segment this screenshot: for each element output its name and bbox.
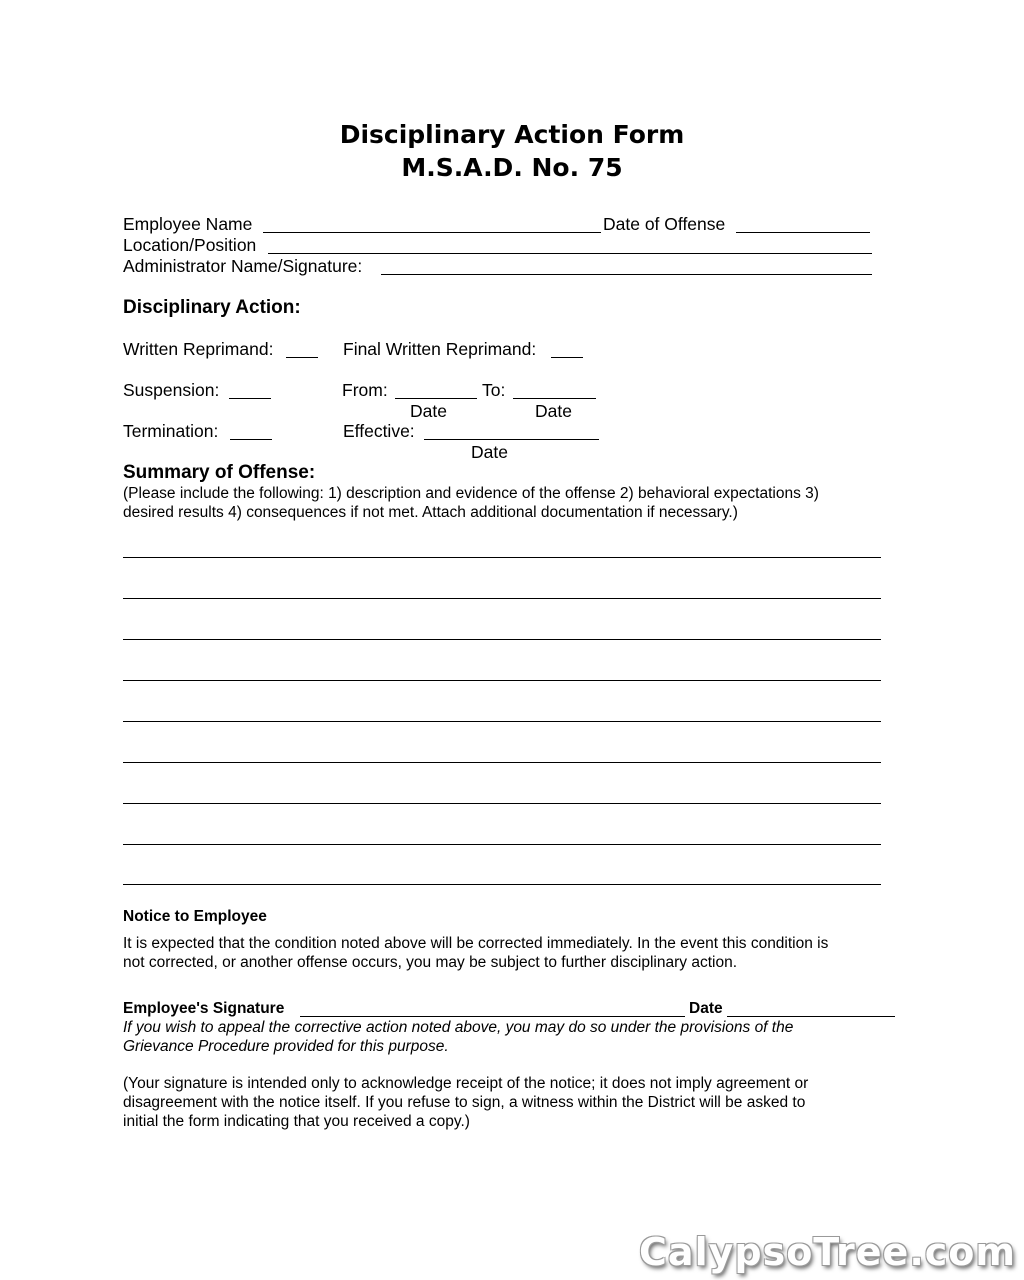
summary-line-2[interactable] bbox=[123, 598, 881, 599]
summary-instructions-2: desired results 4) consequences if not met. Attach additional documentation if necessary.) bbox=[123, 504, 738, 521]
date-of-offense-field[interactable] bbox=[736, 232, 870, 233]
acknowledge-text-2: disagreement with the notice itself. If you refuse to sign, a witness within the District will be asked to bbox=[123, 1094, 806, 1111]
summary-instructions-1: (Please include the following: 1) description and evidence of the offense 2) behavioral expectations 3) bbox=[123, 485, 819, 502]
location-position-label: Location/Position bbox=[123, 235, 257, 255]
administrator-field[interactable] bbox=[381, 274, 872, 275]
summary-line-7[interactable] bbox=[123, 803, 881, 804]
appeal-text-2: Grievance Procedure provided for this purpose. bbox=[123, 1038, 449, 1055]
effective-field[interactable] bbox=[424, 439, 599, 440]
summary-line-9[interactable] bbox=[123, 884, 881, 885]
employee-name-field[interactable] bbox=[263, 232, 601, 233]
signature-date-field[interactable] bbox=[727, 1016, 895, 1017]
termination-field[interactable] bbox=[230, 439, 272, 440]
location-position-field[interactable] bbox=[268, 253, 872, 254]
suspension-label: Suspension: bbox=[123, 380, 220, 400]
acknowledge-text-1: (Your signature is intended only to acknowledge receipt of the notice; it does not imply agreement or bbox=[123, 1075, 809, 1092]
summary-line-8[interactable] bbox=[123, 844, 881, 845]
suspension-from-label: From: bbox=[342, 380, 388, 400]
written-reprimand-label: Written Reprimand: bbox=[123, 339, 274, 359]
disciplinary-action-heading: Disciplinary Action: bbox=[123, 297, 301, 318]
notice-text-2: not corrected, or another offense occurs, you may be subject to further disciplinary action. bbox=[123, 954, 738, 971]
suspension-field[interactable] bbox=[229, 398, 271, 399]
summary-line-1[interactable] bbox=[123, 557, 881, 558]
form-subtitle: M.S.A.D. No. 75 bbox=[401, 153, 623, 182]
effective-date-caption: Date bbox=[471, 442, 508, 462]
form-title: Disciplinary Action Form bbox=[339, 120, 685, 149]
termination-label: Termination: bbox=[123, 421, 219, 441]
date-of-offense-label: Date of Offense bbox=[603, 214, 726, 234]
written-reprimand-field[interactable] bbox=[286, 357, 318, 358]
notice-heading: Notice to Employee bbox=[123, 908, 267, 925]
summary-line-5[interactable] bbox=[123, 721, 881, 722]
appeal-text-1: If you wish to appeal the corrective action noted above, you may do so under the provisions of the bbox=[123, 1019, 794, 1036]
suspension-to-label: To: bbox=[482, 380, 506, 400]
suspension-to-field[interactable] bbox=[513, 398, 596, 399]
summary-line-4[interactable] bbox=[123, 680, 881, 681]
watermark-logo: CalypsoTree.com bbox=[639, 1230, 1016, 1274]
effective-label: Effective: bbox=[343, 421, 415, 441]
to-date-caption: Date bbox=[535, 401, 572, 421]
final-written-reprimand-field[interactable] bbox=[551, 357, 583, 358]
signature-date-label: Date bbox=[689, 1000, 723, 1017]
administrator-label: Administrator Name/Signature: bbox=[123, 256, 363, 276]
summary-heading: Summary of Offense: bbox=[123, 462, 316, 483]
final-written-reprimand-label: Final Written Reprimand: bbox=[343, 339, 537, 359]
employee-signature-field[interactable] bbox=[300, 1016, 685, 1017]
summary-line-6[interactable] bbox=[123, 762, 881, 763]
summary-line-3[interactable] bbox=[123, 639, 881, 640]
acknowledge-text-3: initial the form indicating that you received a copy.) bbox=[123, 1113, 470, 1130]
from-date-caption: Date bbox=[410, 401, 447, 421]
employee-name-label: Employee Name bbox=[123, 214, 253, 234]
notice-text-1: It is expected that the condition noted above will be corrected immediately. In the event this condition is bbox=[123, 935, 829, 952]
employee-signature-label: Employee's Signature bbox=[123, 1000, 285, 1017]
suspension-from-field[interactable] bbox=[395, 398, 477, 399]
